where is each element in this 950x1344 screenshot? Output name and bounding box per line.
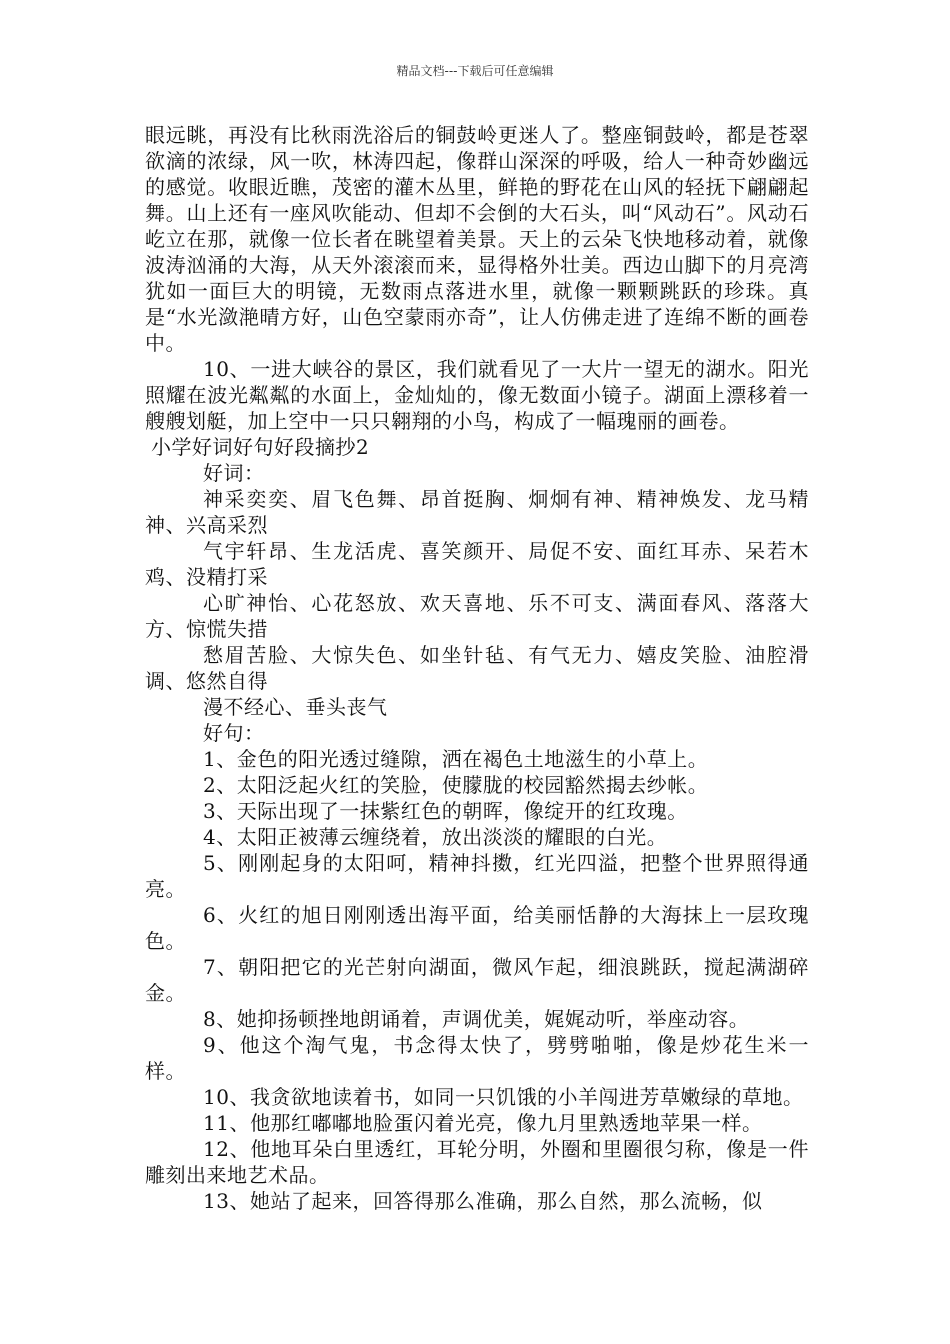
sentence-item: 11、他那红嘟嘟地脸蛋闪着光亮，像九月里熟透地苹果一样。 <box>203 1111 763 1135</box>
paragraph-10: 10、一进大峡谷的景区，我们就看见了一大片一望无的湖水。阳光照耀在波光粼粼的水面上，金灿灿的，像无数面小镜子。湖面上漂移着一艘艘划艇，加上空中一只只翱翔的小鸟，构成了一幅瑰丽的画卷。 <box>145 357 809 433</box>
sentence-item: 7、朝阳把它的光芒射向湖面，微风乍起，细浪跳跃，搅起满湖碎金。 <box>145 955 809 1005</box>
sentence-item: 6、火红的旭日刚刚透出海平面，给美丽恬静的大海抹上一层玫瑰色。 <box>145 903 809 953</box>
words-line: 气宇轩昂、生龙活虎、喜笑颜开、局促不安、面红耳赤、呆若木鸡、没精打采 <box>145 539 809 589</box>
sentence-item: 9、他这个淘气鬼，书念得太快了，劈劈啪啪，像是炒花生米一样。 <box>145 1033 809 1083</box>
document-body <box>145 122 809 1214</box>
sentence-item: 5、刚刚起身的太阳呵，精神抖擞，红光四溢，把整个世界照得通亮。 <box>145 851 809 901</box>
words-line: 心旷神怡、心花怒放、欢天喜地、乐不可支、满面春风、落落大方、惊慌失措 <box>145 591 809 641</box>
sentence-item: 4、太阳正被薄云缠绕着，放出淡淡的耀眼的白光。 <box>203 825 668 849</box>
words-label: 好词： <box>203 461 265 485</box>
sentence-item: 10、我贪欲地读着书，如同一只饥饿的小羊闯进芳草嫩绿的草地。 <box>203 1085 804 1109</box>
sentence-item: 8、她抑扬顿挫地朗诵着，声调优美，娓娓动听，举座动容。 <box>203 1007 750 1031</box>
section-title: 小学好词好句好段摘抄2 <box>151 435 370 459</box>
sentence-item: 12、他地耳朵白里透红，耳轮分明，外圈和里圈很匀称，像是一件雕刻出来地艺术品。 <box>145 1137 809 1187</box>
words-line: 愁眉苦脸、大惊失色、如坐针毡、有气无力、嬉皮笑脸、油腔滑调、悠然自得 <box>145 643 809 693</box>
sentence-item: 13、她站了起来，回答得那么准确，那么自然，那么流畅，似 <box>203 1189 763 1213</box>
words-line: 神采奕奕、眉飞色舞、昂首挺胸、炯炯有神、精神焕发、龙马精神、兴高采烈 <box>145 487 809 537</box>
words-line: 漫不经心、垂头丧气 <box>203 695 388 719</box>
paragraph-continued: 眼远眺，再没有比秋雨洗浴后的铜鼓岭更迷人了。整座铜鼓岭，都是苍翠欲滴的浓绿，风一吹，林涛四起，像群山深深的呼吸，给人一种奇妙幽远的感觉。收眼近瞧，茂密的灌木丛里，鲜艳的野花在山风的轻抚下翩翩起舞。山上还有一座风吹能动、但却不会倒的大石头，叫“风动石”。风动石屹立在那，就像一位长者在眺望着美景。天上的云朵飞快地移动着，就像波涛汹涌的大海，从天外滚滚而来，显得格外壮美。西边山脚下的月亮湾犹如一面巨大的明镜，无数雨点落进水里，就像一颗颗跳跃的珍珠。真是“水光潋滟晴方好，山色空蒙雨亦奇”，让人仿佛走进了连绵不断的画卷中。 <box>145 123 809 355</box>
sentence-item: 1、金色的阳光透过缝隙，洒在褐色土地滋生的小草上。 <box>203 747 709 771</box>
sentence-item: 3、天际出现了一抹紫红色的朝晖，像绽开的红玫瑰。 <box>203 799 688 823</box>
sentence-item: 2、太阳泛起火红的笑脸，使朦胧的校园豁然揭去纱帐。 <box>203 773 709 797</box>
page-header: 精品文档---下载后可任意编辑 <box>396 64 554 78</box>
sentences-label: 好句： <box>203 721 265 745</box>
